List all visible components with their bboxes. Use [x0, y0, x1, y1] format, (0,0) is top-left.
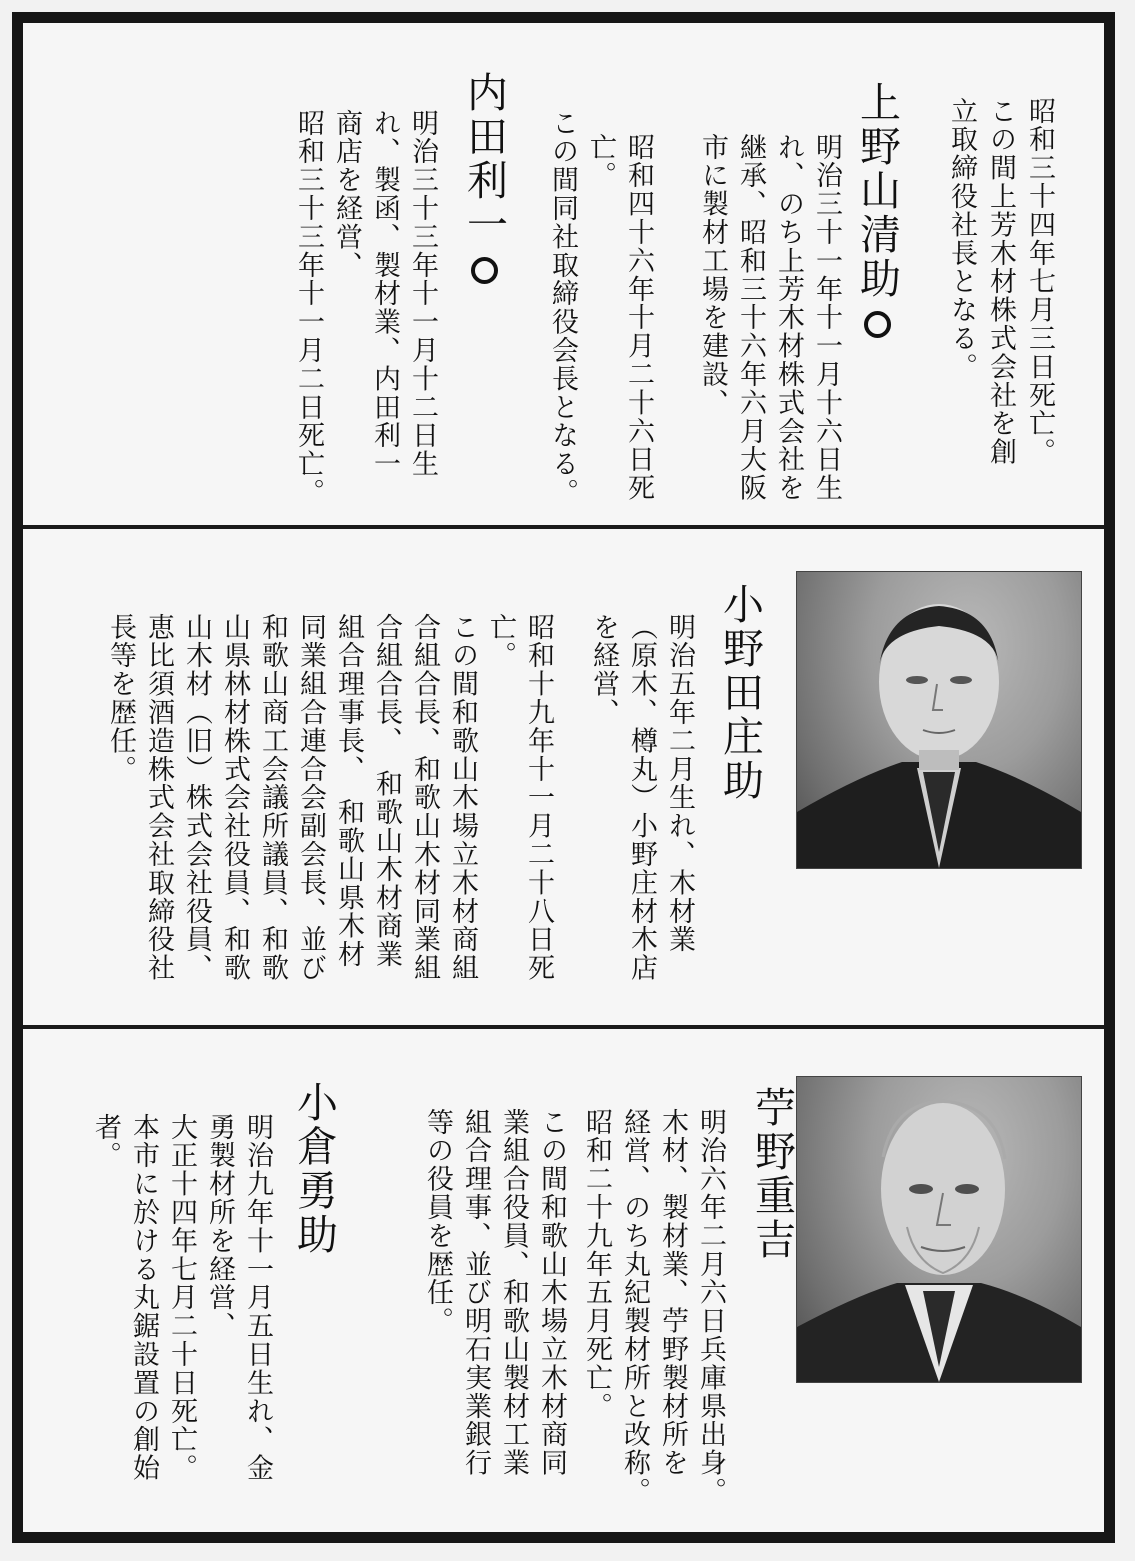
- text-column: 者。: [90, 1113, 121, 1170]
- portrait-photo-onoda: [796, 571, 1082, 869]
- text-column: この間上芳木材株式会社を創: [985, 97, 1016, 467]
- text-column: れ、製函、製材業、内田利一: [369, 109, 400, 479]
- text-column: 昭和四十六年十月二十六日死: [623, 133, 654, 503]
- portrait-onoda-icon: [797, 572, 1081, 868]
- text-column: 明治六年二月六日兵庫県出身。: [695, 1108, 726, 1506]
- text-column: 合組合長、和歌山木材同業組: [409, 613, 440, 983]
- text-column: 和歌山商工会議所議員、和歌: [257, 613, 288, 983]
- deceased-circle-icon: [471, 257, 498, 284]
- deceased-circle-icon: [864, 311, 891, 338]
- portrait-photo-karamushino: [796, 1076, 1082, 1383]
- text-column: 木材、製材業、苧野製材所を: [657, 1108, 688, 1478]
- text-column: 明治三十三年十一月十二日生: [407, 109, 438, 479]
- person-name-onoda: 小野田庄助: [716, 583, 764, 803]
- text-column: （原木、樽丸）小野庄材木店: [626, 613, 657, 983]
- text-column: 合組合長、 和歌山木材商業: [371, 613, 402, 969]
- text-column: 恵比須酒造株式会社取締役社: [143, 613, 174, 983]
- text-column: 長等を歴任。: [105, 613, 136, 784]
- text-column: 業組合役員、和歌山製材工業: [498, 1108, 529, 1478]
- text-column: 経営、のち丸紀製材所と改称。: [619, 1108, 650, 1506]
- text-column: 継承、昭和三十六年六月大阪: [735, 133, 766, 503]
- text-column: 明治五年二月生れ、木材業: [664, 613, 695, 954]
- person-name-text: 上野山清助: [853, 81, 901, 301]
- text-column: 亡。: [585, 133, 616, 190]
- section-divider: [23, 525, 1104, 529]
- text-column: 組合理事、並び明石実業銀行: [460, 1108, 491, 1478]
- page-frame: [12, 12, 1115, 1543]
- portrait-karamushino-icon: [797, 1077, 1081, 1382]
- text-column: 勇製材所を経営、: [204, 1113, 235, 1341]
- person-name-ogura: 小倉勇助: [290, 1081, 338, 1257]
- text-column: 本市に於ける丸鋸設置の創始: [128, 1113, 159, 1483]
- text-column: 昭和十九年十一月二十八日死: [523, 613, 554, 983]
- text-column: この間同社取締役会長となる。: [547, 109, 578, 507]
- text-column: 大正十四年七月二十日死亡。: [166, 1113, 197, 1483]
- person-name-karamushino: 苧野重吉: [748, 1086, 796, 1262]
- text-column: 市に製材工場を建設、: [697, 133, 728, 417]
- text-column: 等の役員を歴任。: [422, 1108, 453, 1336]
- text-column: この間和歌山木場立木材商同: [536, 1108, 567, 1478]
- text-column: を経営、: [588, 613, 619, 727]
- text-column: 昭和三十四年七月三日死亡。: [1024, 97, 1055, 467]
- text-column: この間和歌山木場立木材商組: [447, 613, 478, 983]
- text-column: れ、のち上芳木材株式会社を: [773, 133, 804, 503]
- text-column: 亡。: [485, 613, 516, 670]
- text-column: 昭和二十九年五月死亡。: [581, 1108, 612, 1421]
- text-column: 昭和三十三年十一月二日死亡。: [293, 109, 324, 507]
- text-column: 商店を経営、: [331, 109, 362, 280]
- text-column: 山木材（旧）株式会社役員、: [181, 613, 212, 983]
- person-name-text: 内田利一: [460, 71, 508, 247]
- text-column: 同業組合連合会副会長、並び: [295, 613, 326, 983]
- text-column: 組合理事長、 和歌山県木材: [333, 613, 364, 969]
- text-column: 立取締役社長となる。: [946, 97, 977, 381]
- text-column: 明治三十一年十一月十六日生: [811, 133, 842, 503]
- section-divider: [23, 1025, 1104, 1029]
- person-name-uchida: [460, 71, 508, 284]
- text-column: 山県林材株式会社役員、和歌: [219, 613, 250, 983]
- text-column: 明治九年十一月五日生れ、金: [242, 1113, 273, 1483]
- person-name-uenoyama: [853, 81, 901, 338]
